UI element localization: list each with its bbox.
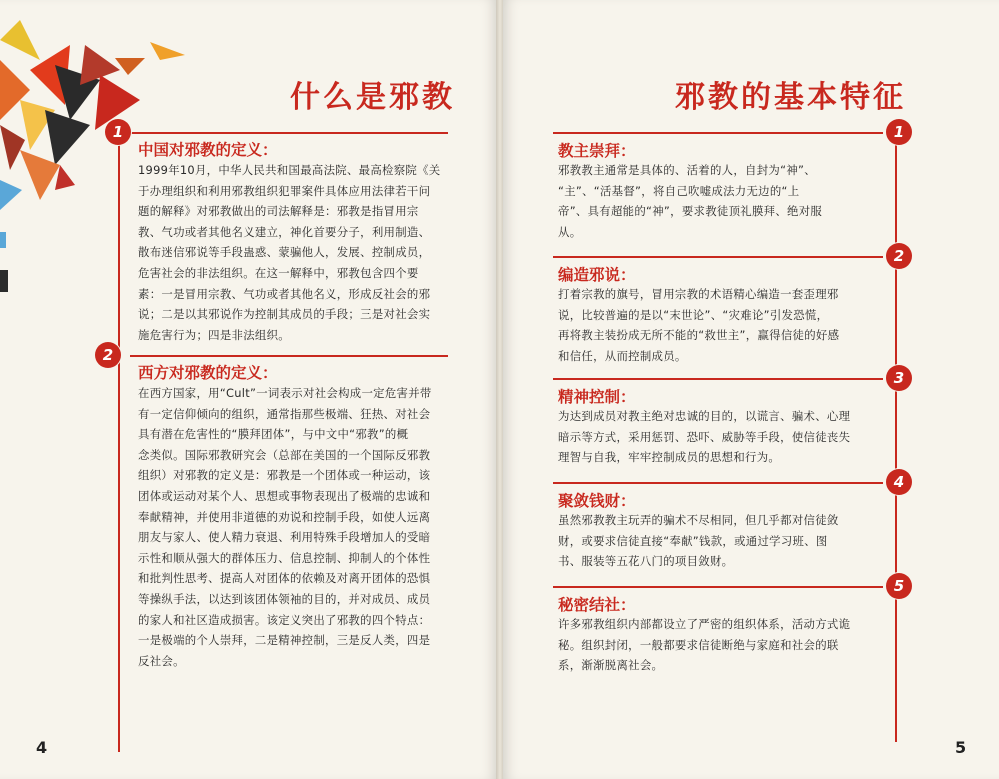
section-rule xyxy=(553,256,883,258)
body-line: 秘。组织封闭，一般都要求信徒断绝与家庭和社会的联 xyxy=(558,637,839,652)
body-line: 说；二是以其邪说作为控制其成员的手段；三是对社会实 xyxy=(138,307,431,322)
body-line: 施危害行为；四是非法组织。 xyxy=(138,327,290,342)
edge-tab-decoration xyxy=(0,270,8,292)
section-heading: 秘密结社： xyxy=(558,596,636,614)
body-line: 具有潜在危害性的“膜拜团体”，与中文中“邪教”的概 xyxy=(138,427,409,442)
body-line: 散布迷信邪说等手段蛊惑、蒙骗他人，发展、控制成员， xyxy=(138,245,431,260)
section-heading: 聚敛钱财： xyxy=(558,492,636,510)
body-line: 的家人和社区造成损害。该定义突出了邪教的四个特点： xyxy=(138,612,431,627)
body-line: 奉献精神，并使用非道德的劝说和控制手段，如使人远离 xyxy=(138,509,431,524)
section-body xyxy=(558,510,876,572)
body-line: 财，或要求信徒直接“奉献”钱款，或通过学习班、图 xyxy=(558,533,828,548)
page-number: 4 xyxy=(36,738,48,757)
body-line: 1999年10月，中华人民共和国最高法院、最高检察院《关 xyxy=(138,163,441,177)
body-line: 为达到成员对教主绝对忠诚的目的，以谎言、骗术、心理 xyxy=(558,409,851,423)
section-rule xyxy=(553,378,883,380)
body-line: 从。 xyxy=(558,224,582,239)
section-vertical-line xyxy=(895,132,897,742)
body-line: 团体或运动对某个人、思想或事物表现出了极端的忠诚和 xyxy=(138,488,431,503)
body-line: 书、服装等五花八门的项目敛财。 xyxy=(558,554,734,569)
body-line: 题的解释》对邪教做出的司法解释是：邪教是指冒用宗 xyxy=(138,204,419,219)
body-line: 危害社会的非法组织。在这一解释中，邪教包含四个要 xyxy=(138,265,419,280)
body-line: 许多邪教组织内部都设立了严密的组织体系，活动方式诡 xyxy=(558,617,851,631)
edge-tab-decoration xyxy=(0,232,6,248)
section-body xyxy=(138,160,450,345)
section-heading: 西方对邪教的定义： xyxy=(138,364,278,382)
body-line: 素：一是冒用宗教、气功或者其他名义，形成反社会的邪 xyxy=(138,286,431,301)
section-number-badge: 5 xyxy=(886,573,912,599)
body-line: 等操纵手法，以达到该团体领袖的目的，并对成员、成员 xyxy=(138,591,431,606)
body-line: 组织）对邪教的定义是：邪教是一个团体或一种运动，该 xyxy=(138,468,431,483)
right-page xyxy=(503,0,999,779)
page-number: 5 xyxy=(955,738,967,757)
body-line: 一是极端的个人崇拜，二是精神控制，三是反人类，四是 xyxy=(138,633,431,648)
section-heading: 教主崇拜： xyxy=(558,142,636,160)
body-line: 邪教教主通常是具体的、活着的人，自封为“神”、 xyxy=(558,163,816,177)
body-line: 教、气功或者其他名义建立，神化首要分子，利用制造、 xyxy=(138,224,431,239)
body-line: 帝”、具有超能的“神”，要求教徒顶礼膜拜、绝对服 xyxy=(558,204,823,219)
section-number-badge: 1 xyxy=(105,119,131,145)
body-line: 朋友与家人、使人精力衰退、利用特殊手段增加人的受暗 xyxy=(138,530,431,545)
section-body xyxy=(558,406,876,468)
section-number-badge: 4 xyxy=(886,469,912,495)
section-rule xyxy=(553,482,883,484)
section-number-badge: 1 xyxy=(886,119,912,145)
body-line: 示性和顺从强大的群体压力、信息控制、抑制人的个体性 xyxy=(138,550,431,565)
section-number-badge: 2 xyxy=(886,243,912,269)
section-rule xyxy=(130,132,448,134)
body-line: 系，渐渐脱离社会。 xyxy=(558,658,664,673)
section-number-badge: 3 xyxy=(886,365,912,391)
body-line: “主”、“活基督”，将自己吹嘘成法力无边的“上 xyxy=(558,183,800,198)
left-page xyxy=(0,0,497,779)
body-line: 在西方国家，用“Cult”一词表示对社会构成一定危害并带 xyxy=(138,386,432,400)
section-heading: 精神控制： xyxy=(558,388,636,406)
body-line: 和批判性思考、提高人对团体的依赖及对离开团体的恐惧 xyxy=(138,571,431,586)
page-title: 邪教的基本特征 xyxy=(675,80,906,115)
body-line: 再将教主装扮成无所不能的“救世主”，赢得信徒的好感 xyxy=(558,328,840,343)
body-line: 理智与自我，牢牢控制成员的思想和行为。 xyxy=(558,450,781,465)
body-line: 反社会。 xyxy=(138,653,185,668)
body-line: 暗示等方式，采用惩罚、恐吓、威胁等手段，使信徒丧失 xyxy=(558,429,851,444)
page-title: 什么是邪教 xyxy=(290,80,455,115)
section-heading: 中国对邪教的定义： xyxy=(138,141,278,159)
section-body xyxy=(138,383,450,671)
section-body xyxy=(558,160,876,242)
section-heading: 编造邪说： xyxy=(558,266,636,284)
body-line: 说，比较普遍的是以“末世论”、“灾难论”引发恐慌， xyxy=(558,307,829,322)
section-number-badge: 2 xyxy=(95,342,121,368)
body-line: 和信任，从而控制成员。 xyxy=(558,348,687,363)
section-rule xyxy=(553,132,883,134)
body-line: 打着宗教的旗号，冒用宗教的术语精心编造一套歪理邪 xyxy=(558,287,839,301)
section-rule xyxy=(553,586,883,588)
section-body xyxy=(558,614,876,676)
section-rule xyxy=(130,355,448,357)
body-line: 于办理组织和利用邪教组织犯罪案件具体应用法律若干问 xyxy=(138,183,431,198)
section-vertical-line xyxy=(118,132,120,752)
body-line: 有一定信仰倾向的组织，通常指那些极端、狂热、对社会 xyxy=(138,406,431,421)
body-line: 虽然邪教教主玩弄的骗术不尽相同，但几乎都对信徒敛 xyxy=(558,513,839,527)
body-line: 念类似。国际邪教研究会（总部在美国的一个国际反邪教 xyxy=(138,447,431,462)
section-body xyxy=(558,284,876,366)
